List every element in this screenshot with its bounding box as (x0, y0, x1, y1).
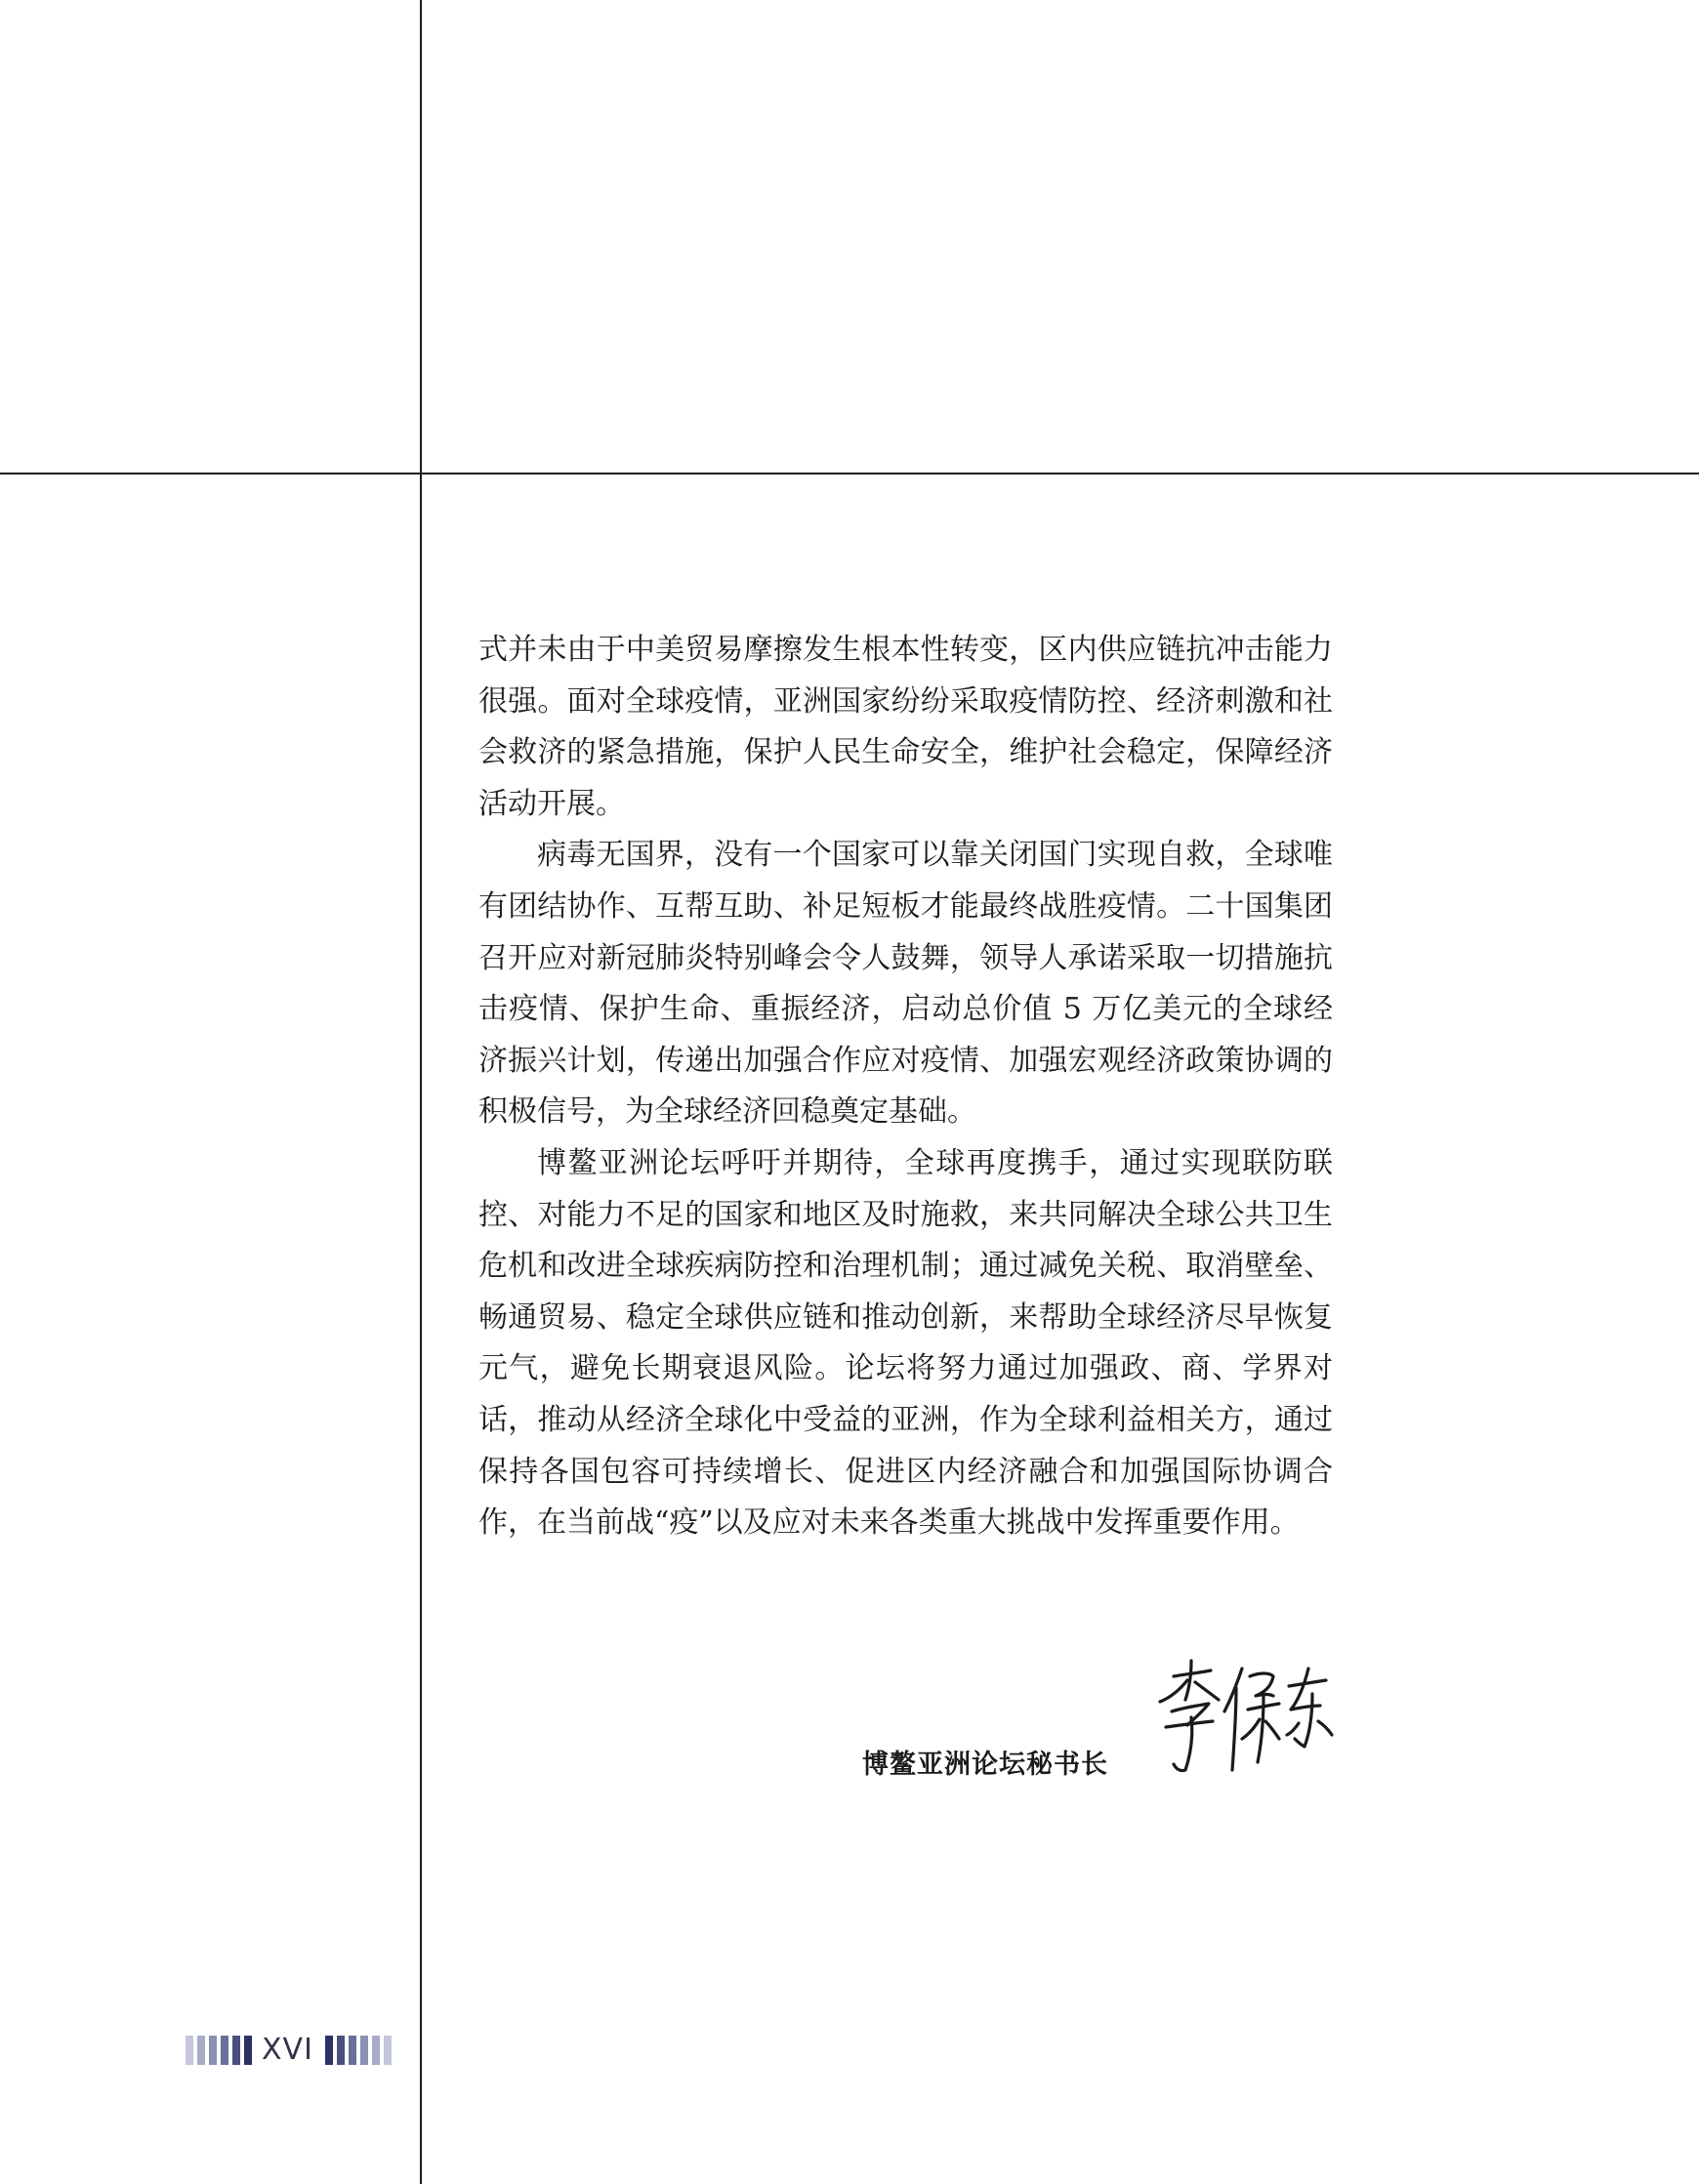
folio-bar (325, 2036, 333, 2065)
folio-bar (337, 2036, 345, 2065)
folio-bar (360, 2036, 368, 2065)
paragraph-1: 式并未由于中美贸易摩擦发生根本性转变，区内供应链抗冲击能力很强。面对全球疫情，亚洲国家纷纷采取疫情防控、经济刺激和社会救济的紧急措施，保护人民生命安全，维护社会稳定，保障经济活动开展。 (478, 633, 1333, 821)
folio-bar (372, 2036, 380, 2065)
folio-bar (186, 2036, 193, 2065)
vertical-rule (420, 0, 422, 2184)
folio-bars-right (325, 2036, 395, 2065)
body-text (478, 625, 1333, 1549)
folio-bar (209, 2036, 217, 2065)
folio-bar (244, 2036, 252, 2065)
horizontal-rule (0, 473, 1699, 474)
paragraph-2: 病毒无国界，没有一个国家可以靠关闭国门实现自救，全球唯有团结协作、互帮互助、补足短板才能最终战胜疫情。二十国集团召开应对新冠肺炎特别峰会令人鼓舞，领导人承诺采取一切措施抗击疫情、保护生命、重振经济，启动总价值 5 万亿美元的全球经济振兴计划，传递出加强合作应对疫情、加强宏观经济政策协调的积极信号，为全球经济回稳奠定基础。 (478, 838, 1333, 1130)
signature-block (859, 1655, 1347, 1801)
folio-bars-left (186, 2036, 256, 2065)
folio-bar (197, 2036, 205, 2065)
handwritten-signature (1152, 1655, 1338, 1782)
folio-bar (384, 2036, 392, 2065)
page-number: XVI (262, 2033, 313, 2067)
page-folio (186, 2033, 395, 2067)
folio-bar (232, 2036, 240, 2065)
signatory-title: 博鳌亚洲论坛秘书长 (862, 1750, 1108, 1780)
folio-bar (349, 2036, 356, 2065)
paragraph-3: 博鳌亚洲论坛呼吁并期待，全球再度携手，通过实现联防联控、对能力不足的国家和地区及时施救，来共同解决全球公共卫生危机和改进全球疾病防控和治理机制；通过减免关税、取消壁垒、畅通贸易、稳定全球供应链和推动创新，来帮助全球经济尽早恢复元气，避免长期衰退风险。论坛将努力通过加强政、商、学界对话，推动从经济全球化中受益的亚洲，作为全球利益相关方，通过保持各国包容可持续增长、促进区内经济融合和加强国际协调合作，在当前战“疫”以及应对未来各类重大挑战中发挥重要作用。 (478, 1145, 1333, 1541)
folio-bar (221, 2036, 228, 2065)
